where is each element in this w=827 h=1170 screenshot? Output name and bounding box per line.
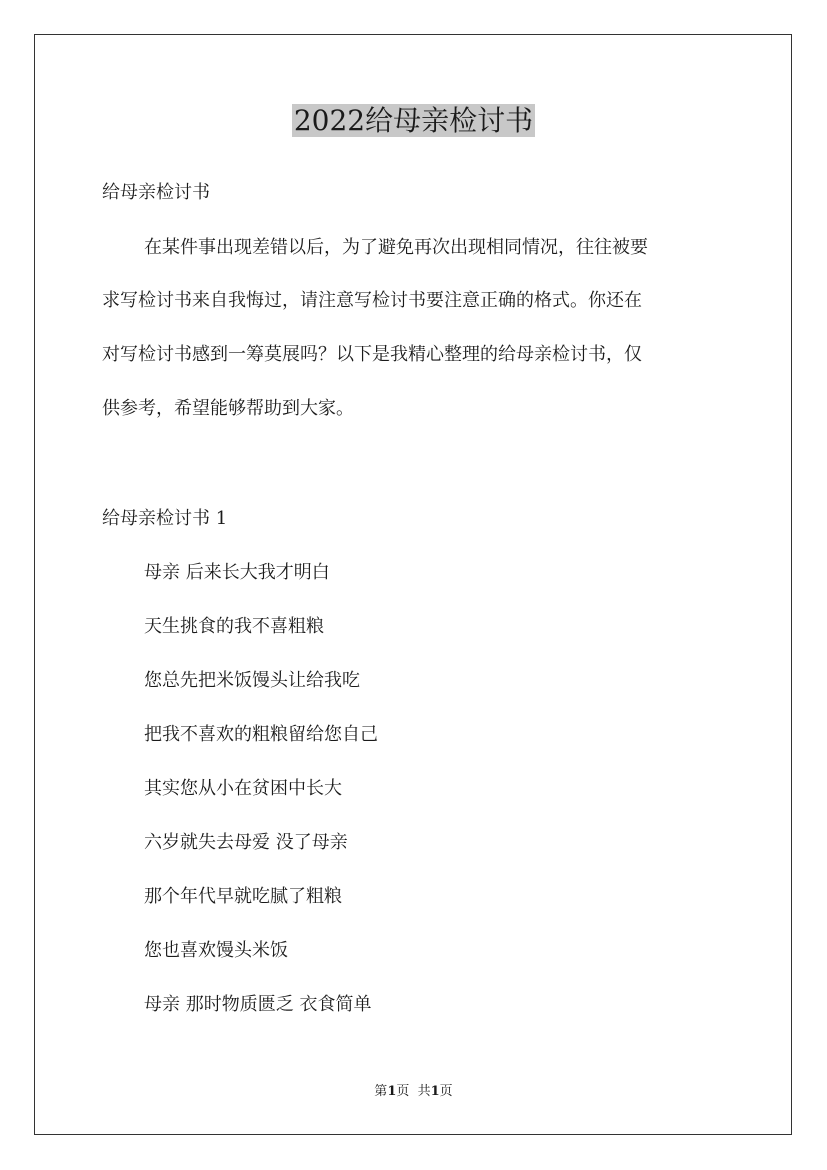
poem-line-3: 您总先把米饭馒头让给我吃 [144, 670, 360, 691]
footer-suffix: 页 [439, 1084, 453, 1099]
poem-line-2: 天生挑食的我不喜粗粮 [144, 616, 324, 637]
document-title [0, 100, 827, 142]
intro-line-2: 求写检讨书来自我悔过，请注意写检讨书要注意正确的格式。你还在 [102, 290, 642, 311]
poem-line-8: 您也喜欢馒头米饭 [144, 940, 288, 961]
poem-line-5: 其实您从小在贫困中长大 [144, 778, 342, 799]
section-heading: 给母亲检讨书 1 [102, 508, 228, 529]
intro-line-1: 在某件事出现差错以后，为了避免再次出现相同情况，往往被要 [144, 237, 648, 258]
poem-line-4: 把我不喜欢的粗粮留给您自己 [144, 724, 378, 745]
page-footer [0, 1083, 827, 1101]
document-subtitle: 给母亲检讨书 [102, 182, 210, 203]
poem-line-1: 母亲 后来长大我才明白 [144, 562, 330, 583]
footer-prefix: 第 [374, 1084, 388, 1099]
footer-middle: 页 共 [396, 1084, 431, 1099]
footer-page-total: 1 [430, 1084, 440, 1099]
poem-line-7: 那个年代早就吃腻了粗粮 [144, 886, 342, 907]
footer-page-current: 1 [387, 1084, 397, 1099]
intro-line-3: 对写检讨书感到一筹莫展吗？以下是我精心整理的给母亲检讨书，仅 [102, 344, 642, 365]
poem-line-6: 六岁就失去母爱 没了母亲 [144, 832, 348, 853]
intro-line-4: 供参考，希望能够帮助到大家。 [102, 398, 354, 419]
document-title-text: 2022给母亲检讨书 [293, 104, 534, 137]
poem-line-9: 母亲 那时物质匮乏 衣食简单 [144, 994, 372, 1015]
